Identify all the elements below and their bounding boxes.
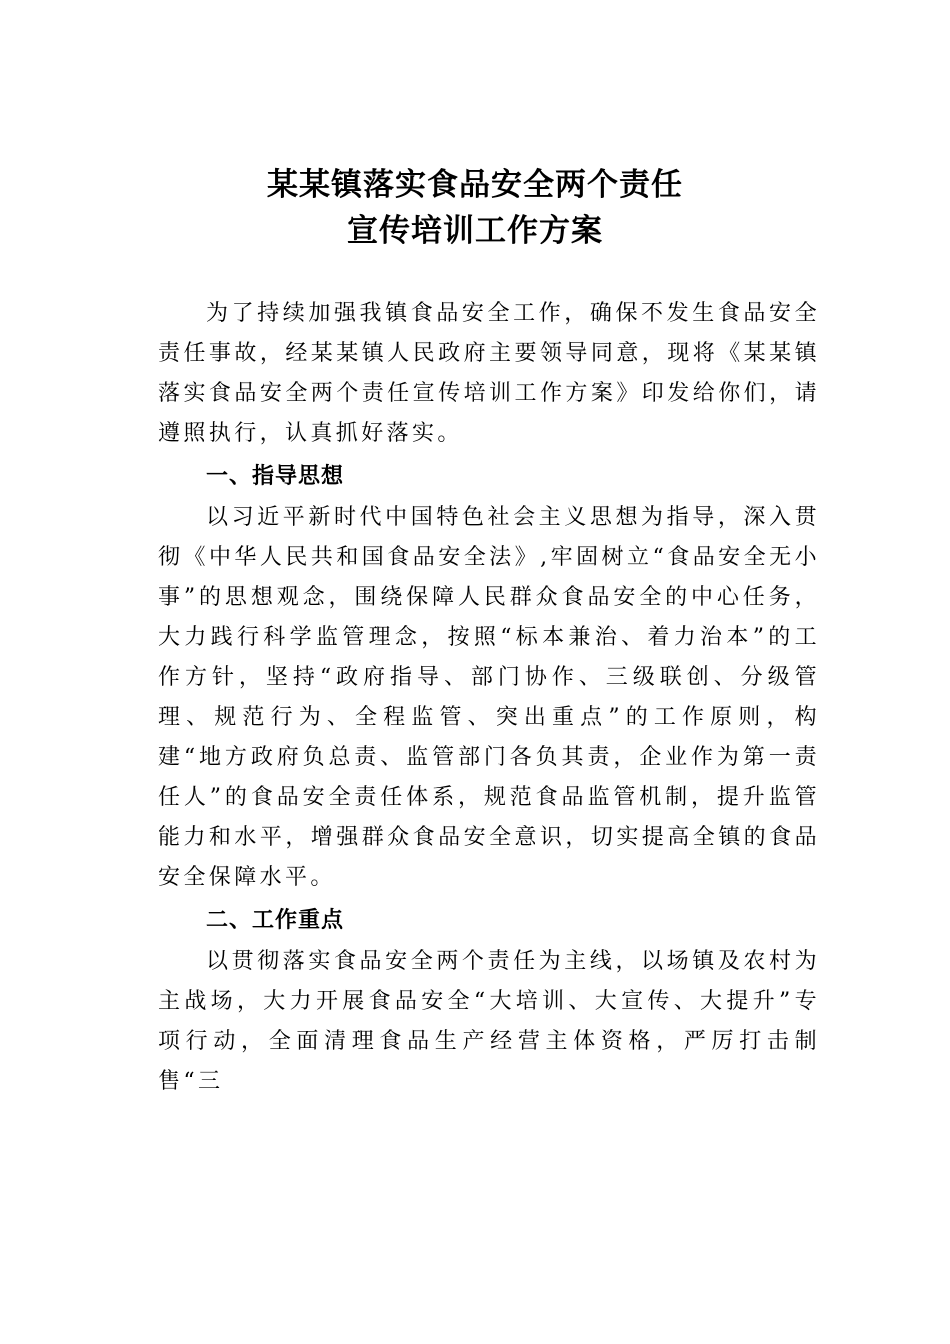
intro-paragraph: 为了持续加强我镇食品安全工作，确保不发生食品安全责任事故，经某某镇人民政府主要领导同意，现将《某某镇落实食品安全两个责任宣传培训工作方案》印发给你们，请遵照执行，认真抓好落实。 [158,301,820,446]
section-2-paragraph: 以贯彻落实食品安全两个责任为主线，以场镇及农村为主战场，大力开展食品安全“大培训、大宣传、大提升”专项行动，全面清理食品生产经营主体资格，严厉打击制售“三 [158,949,820,1094]
document-title [0,162,950,254]
document-body [158,294,820,1102]
section-1-heading: 一、指导思想 [206,464,345,489]
section-1-paragraph: 以习近平新时代中国特色社会主义思想为指导，深入贯彻《中华人民共和国食品安全法》,牢固树立“食品安全无小事”的思想观念，围绕保障人民群众食品安全的中心任务，大力践行科学监管理念，按照“标本兼治、着力治本”的工作方针，坚持“政府指导、部门协作、三级联创、分级管理、规范行为、全程监管、突出重点”的工作原则，构建“地方政府负总责、监管部门各负其责，企业作为第一责任人”的食品安全责任体系，规范食品监管机制，提升监管能力和水平，增强群众食品安全意识，切实提高全镇的食品安全保障水平。 [158,505,820,890]
section-2-heading: 二、工作重点 [206,908,345,933]
title-line-1: 某某镇落实食品安全两个责任 [267,167,683,203]
title-line-2: 宣传培训工作方案 [347,213,603,249]
